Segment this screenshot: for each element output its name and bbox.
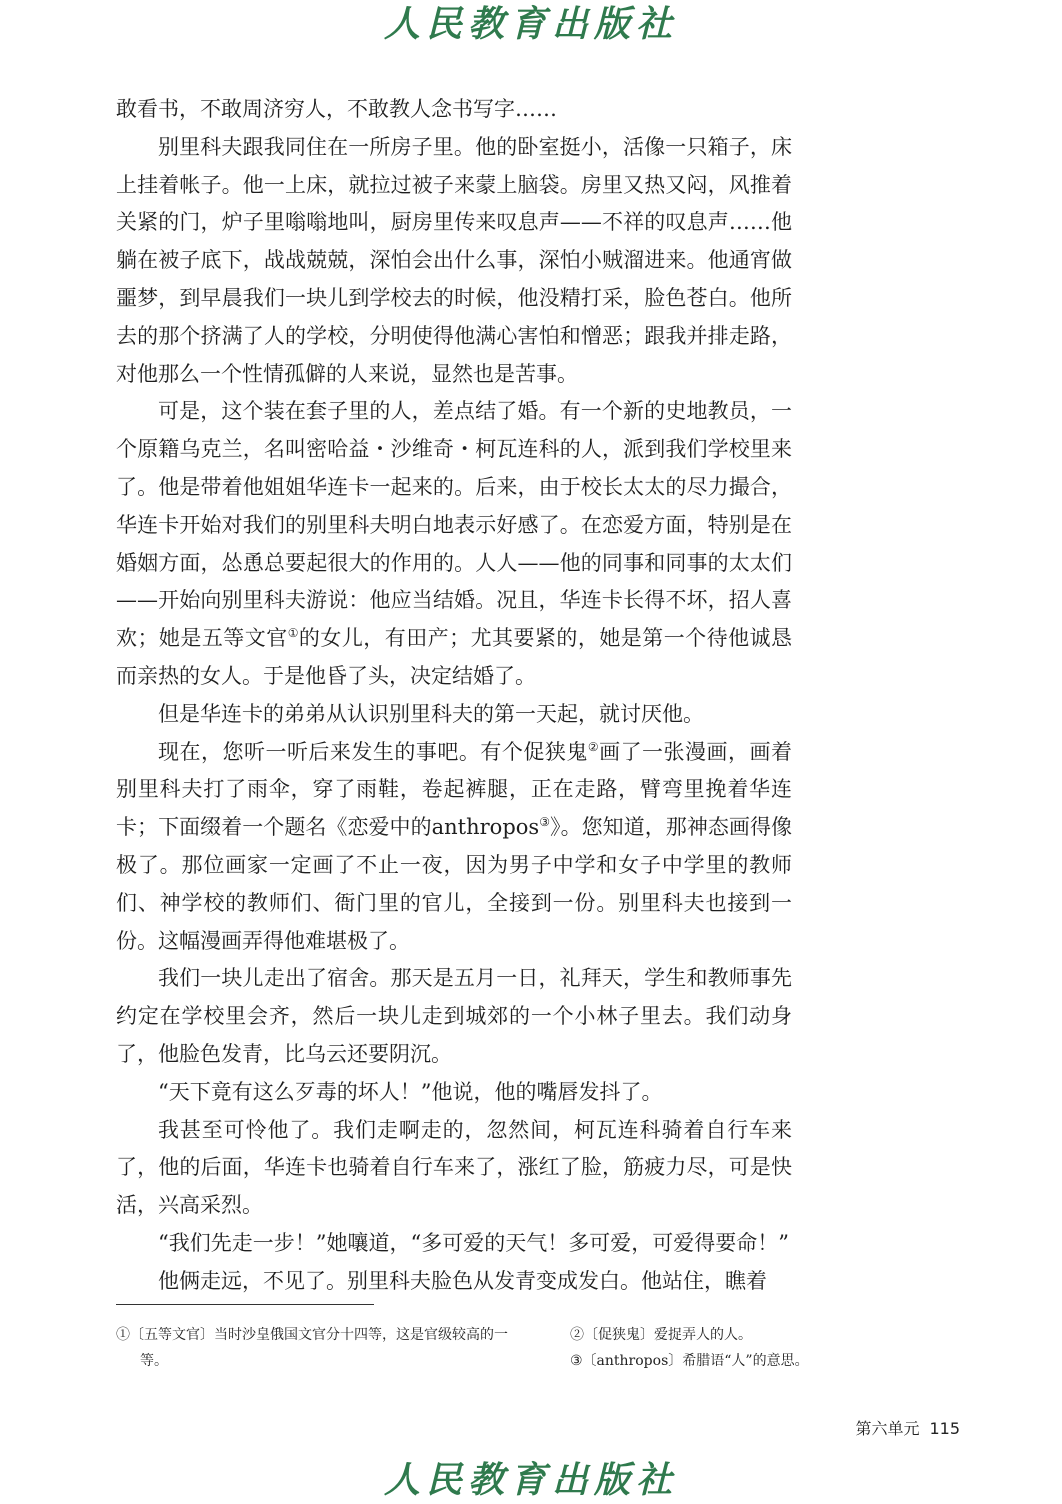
publisher-logo-top: 人民教育出版社	[383, 3, 678, 45]
footnotes-right	[570, 1322, 990, 1374]
footnote-1: ①〔五等文官〕当时沙皇俄国文官分十四等，这是官级较高的一等。	[116, 1327, 508, 1369]
paragraph-7: “天下竟有这么歹毒的坏人！”他说，他的嘴唇发抖了。	[158, 1079, 663, 1104]
paragraph-5: 现在，您听一听后来发生的事吧。有个促狭鬼②画了一张漫画，画着别里科夫打了雨伞，穿了雨鞋，卷起裤腿，正在走路，臂弯里挽着华连卡；下面缀着一个题名《恋爱中的anthropos③》。您知道，那神态画得像极了。那位画家一定画了不止一夜，因为男子中学和女子中学里的教师们、神学校的教师们、衙门里的官儿，全接到一份。别里科夫也接到一份。这幅漫画弄得他难堪极了。	[116, 739, 793, 953]
paragraph-8: 我甚至可怜他了。我们走啊走的，忽然间，柯瓦连科骑着自行车来了，他的后面，华连卡也骑着自行车来了，涨红了脸，筋疲力尽，可是快活，兴高采烈。	[116, 1117, 792, 1218]
paragraph-9: “我们先走一步！”她嚷道，“多可爱的天气！多可爱，可爱得要命！”	[158, 1230, 789, 1255]
footnotes-left	[116, 1322, 516, 1374]
footnote-divider	[116, 1304, 374, 1305]
page-number: 115	[929, 1419, 960, 1438]
paragraph-6: 我们一块儿走出了宿舍。那天是五月一日，礼拜天，学生和教师事先约定在学校里会齐，然后一块儿走到城郊的一个小林子里去。我们动身了，他脸色发青，比乌云还要阴沉。	[116, 966, 792, 1066]
paragraph-4: 但是华连卡的弟弟从认识别里科夫的第一天起，就讨厌他。	[158, 701, 704, 726]
publisher-logo-bottom: 人民教育出版社	[383, 1459, 678, 1501]
footnote-2: ②〔促狭鬼〕爱捉弄人的人。	[570, 1327, 752, 1343]
paragraph-10: 他俩走远，不见了。别里科夫脸色从发青变成发白。他站住，瞧着	[158, 1268, 767, 1293]
body-text	[116, 91, 792, 1301]
footnote-ref-2[interactable]: ②	[587, 739, 600, 754]
paragraph-1: 敢看书，不敢周济穷人，不敢教人念书写字……	[116, 97, 557, 121]
footnote-ref-1[interactable]: ①	[287, 626, 299, 641]
paragraph-3: 可是，这个装在套子里的人，差点结了婚。有一个新的史地教员，一个原籍乌克兰，名叫密哈益・沙维奇・柯瓦连科的人，派到我们学校里来了。他是带着他姐姐华连卡一起来的。后来，由于校长太太的尽力撮合，华连卡开始对我们的别里科夫明白地表示好感了。在恋爱方面，特别是在婚姻方面，怂恿总要起很大的作用的。人人——他的同事和同事的太太们——开始向别里科夫游说：他应当结婚。况且，华连卡长得不坏，招人喜欢；她是五等文官①的女儿，有田产；尤其要紧的，她是第一个待他诚恳而亲热的女人。于是他昏了头，决定结婚了。	[116, 399, 793, 688]
paragraph-2: 别里科夫跟我同住在一所房子里。他的卧室挺小，活像一只箱子，床上挂着帐子。他一上床，就拉过被子来蒙上脑袋。房里又热又闷，风推着关紧的门，炉子里嗡嗡地叫，厨房里传来叹息声——不祥的叹息声……他躺在被子底下，战战兢兢，深怕会出什么事，深怕小贼溜进来。他通宵做噩梦，到早晨我们一块儿到学校去的时候，他没精打采，脸色苍白。他所去的那个挤满了人的学校，分明使得他满心害怕和憎恶；跟我并排走路，对他那么一个性情孤僻的人来说，显然也是苦事。	[116, 134, 792, 386]
unit-label: 第六单元	[855, 1419, 920, 1438]
page-footer	[855, 1418, 960, 1440]
footnote-3: ③〔anthropos〕希腊语“人”的意思。	[570, 1353, 809, 1369]
footnote-ref-3[interactable]: ③	[539, 815, 551, 830]
